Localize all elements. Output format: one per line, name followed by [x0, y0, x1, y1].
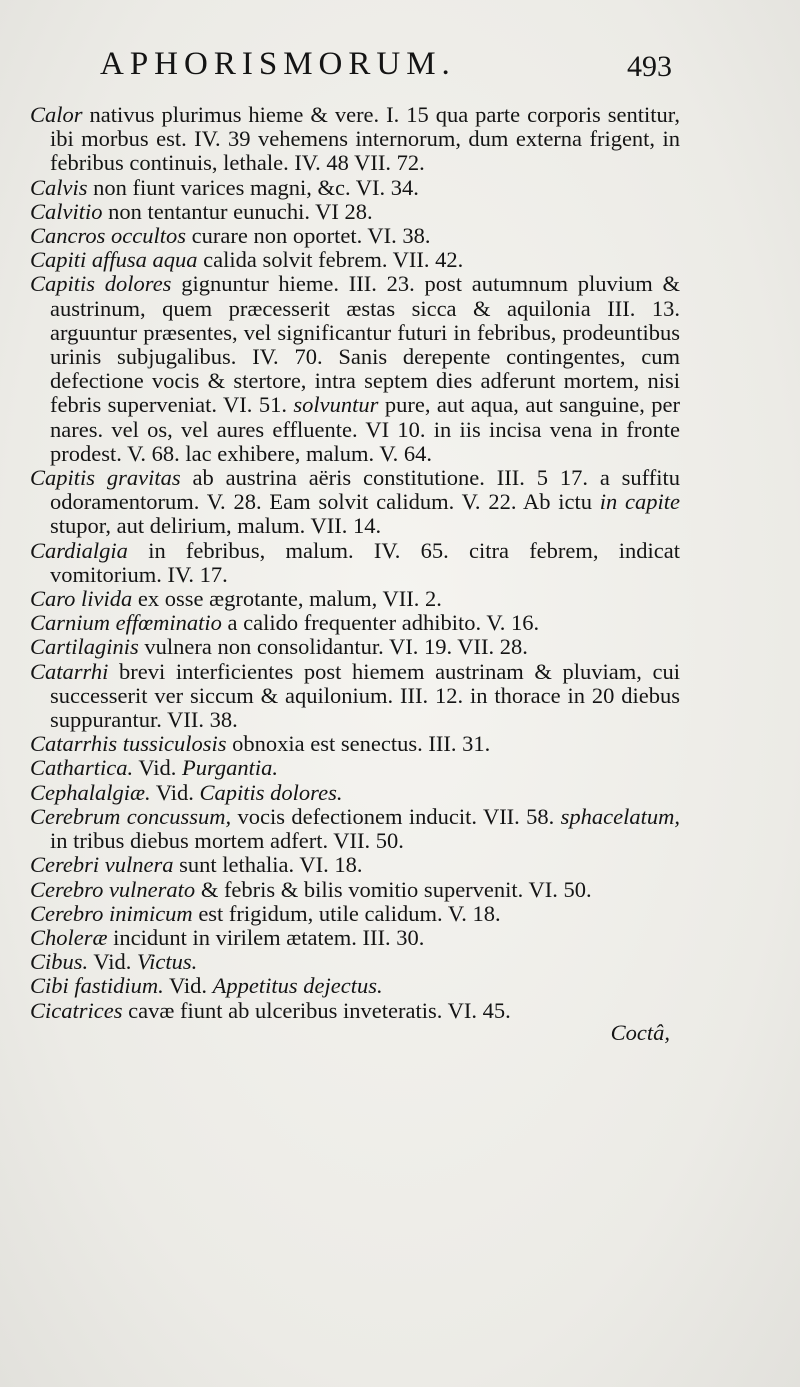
entry-text: obnoxia est senectus. III. 31.: [232, 731, 491, 757]
entry-headword: Carnium effœminatio: [30, 610, 222, 636]
entry-text: in febribus, malum. IV. 65. citra febrem, indicat vomitorium. IV. 17.: [50, 537, 681, 587]
entry-headword: Choleræ: [30, 924, 108, 950]
entry-headword: Calvitio: [30, 198, 103, 224]
entry-text: Vid.: [93, 949, 132, 975]
entry-text: Vid.: [169, 973, 208, 999]
entry-text: Vid.: [138, 755, 177, 781]
entry-text: incidunt in virilem ætatem. III. 30.: [113, 924, 425, 950]
entry-italic-text: Capitis dolores.: [199, 779, 343, 805]
entry-headword: Cerebro vulnerato: [30, 876, 196, 902]
index-entry: [30, 950, 680, 974]
entry-headword: Cerebri vulnera: [30, 852, 174, 878]
entry-text: non tentantur eunuchi. VI 28.: [108, 198, 373, 224]
entry-text: & febris & bilis vomitio supervenit. VI. 50.: [200, 876, 592, 902]
entry-headword: Cathartica.: [30, 755, 134, 781]
index-entry: [30, 878, 680, 902]
index-entry: [30, 974, 680, 998]
entry-headword: Cibus.: [30, 949, 89, 975]
entry-headword: Capitis dolores: [30, 271, 172, 297]
index-entry: [30, 805, 680, 853]
index-entry: [30, 248, 680, 272]
entry-italic-text: in capite: [599, 489, 681, 515]
entry-headword: Cicatrices: [30, 997, 123, 1023]
entry-text: est frigidum, utile calidum. V. 18.: [198, 900, 501, 926]
index-entry: [30, 781, 680, 805]
entry-text: ex osse ægrotante, malum, VII. 2.: [137, 586, 442, 612]
index-entry: [30, 732, 680, 756]
entry-text: pure, aut aqua, aut sanguine, per nares. vel os, vel aures effluente. VI 10. in iis incisa vena in fronte prodest. V. 68. lac exhibere, malum. V. 64.: [50, 392, 681, 466]
index-entry: [30, 635, 680, 659]
catchword: Coctâ,: [610, 1019, 670, 1045]
index-entry: [30, 999, 680, 1023]
entry-headword: Cancros occultos: [30, 223, 187, 249]
index-entry: [30, 466, 680, 539]
entry-headword: Cardialgia: [30, 537, 128, 563]
entry-headword: Calvis: [30, 174, 88, 200]
entry-text: sunt lethalia. VI. 18.: [179, 852, 363, 878]
entry-italic-text: Appetitus dejectus.: [212, 973, 383, 999]
page-header: [100, 46, 680, 86]
entry-headword: Cerebrum concussum,: [30, 803, 232, 829]
entry-headword: Capiti affusa aqua: [30, 247, 198, 273]
index-entry: [30, 902, 680, 926]
entry-text: curare non oportet. VI. 38.: [191, 223, 431, 249]
entry-text: ab austrina aëris constitutione. III. 5 17. a suffitu odoramentorum. V. 28. Eam solvit calidum. V. 22. Ab ictu: [50, 465, 680, 515]
entry-headword: Cephalalgiæ.: [30, 779, 151, 805]
entry-text: vulnera non consolidantur. VI. 19. VII. 28.: [144, 634, 528, 660]
entry-headword: Caro livida: [30, 586, 133, 612]
aphorism-index: [30, 103, 680, 1045]
entry-italic-text: solvuntur: [293, 392, 379, 418]
entry-text: calida solvit febrem. VII. 42.: [203, 247, 464, 273]
running-head: APHORISMORUM.: [100, 46, 456, 82]
entry-italic-text: sphacelatum,: [560, 803, 681, 829]
entry-headword: Calor: [30, 102, 83, 127]
index-entry: [30, 756, 680, 780]
entry-headword: Cartilaginis: [30, 634, 139, 660]
entry-italic-text: Victus.: [137, 949, 198, 975]
entry-text: vocis defectionem inducit. VII. 58.: [237, 803, 555, 829]
entry-headword: Catarrhi: [30, 658, 109, 684]
entry-headword: Catarrhis tussiculosis: [30, 731, 227, 757]
index-entry: [30, 539, 680, 587]
entry-italic-text: Purgantia.: [182, 755, 279, 781]
index-entry: [30, 587, 680, 611]
index-entry: [30, 200, 680, 224]
entry-text: a calido frequenter adhibito. V. 16.: [227, 610, 540, 636]
entry-text: non fiunt varices magni, &c. VI. 34.: [93, 174, 419, 200]
entry-text: cavæ fiunt ab ulceribus inveteratis. VI. 45.: [128, 997, 511, 1023]
index-entry: [30, 272, 680, 466]
index-entry: [30, 224, 680, 248]
index-entry: [30, 611, 680, 635]
entry-headword: Cibi fastidium.: [30, 973, 164, 999]
entry-headword: Cerebro inimicum: [30, 900, 193, 926]
page-number: 493: [627, 50, 672, 83]
index-entry: [30, 853, 680, 877]
entry-text: Vid.: [155, 779, 194, 805]
entry-text: nativus plurimus hieme & vere. I. 15 qua parte corporis sentitur, ibi morbus est. IV. 39 vehemens internorum, dum externa frigent, in febribus continuis, lethale. IV. 48 VII. 72.: [50, 102, 680, 176]
entry-text: stupor, aut delirium, malum. VII. 14.: [50, 513, 382, 539]
entry-text: gignuntur hieme. III. 23. post autumnum pluvium & austrinum, quem præcesserit æstas sicca & aquilonia III. 13. arguuntur præsentes, vel significantur futuri in febribus, prodeuntibus urinis subjugalibus. IV. 70. Sanis derepente contingentes, cum defectione vocis & stertore, intra septem dies adferunt mortem, nisi febris superveniat. VI. 51.: [50, 271, 681, 418]
entry-text: in tribus diebus mortem adfert. VII. 50.: [50, 828, 404, 854]
index-entry: [30, 926, 680, 950]
index-entry: [30, 176, 680, 200]
entry-text: brevi interficientes post hiemem austrinam & pluviam, cui successerit ver siccum & aquilonium. III. 12. in thorace in 20 diebus suppurantur. VII. 38.: [50, 658, 680, 733]
index-entry: [30, 103, 680, 176]
index-entry: [30, 660, 680, 733]
entry-headword: Capitis gravitas: [30, 465, 181, 491]
